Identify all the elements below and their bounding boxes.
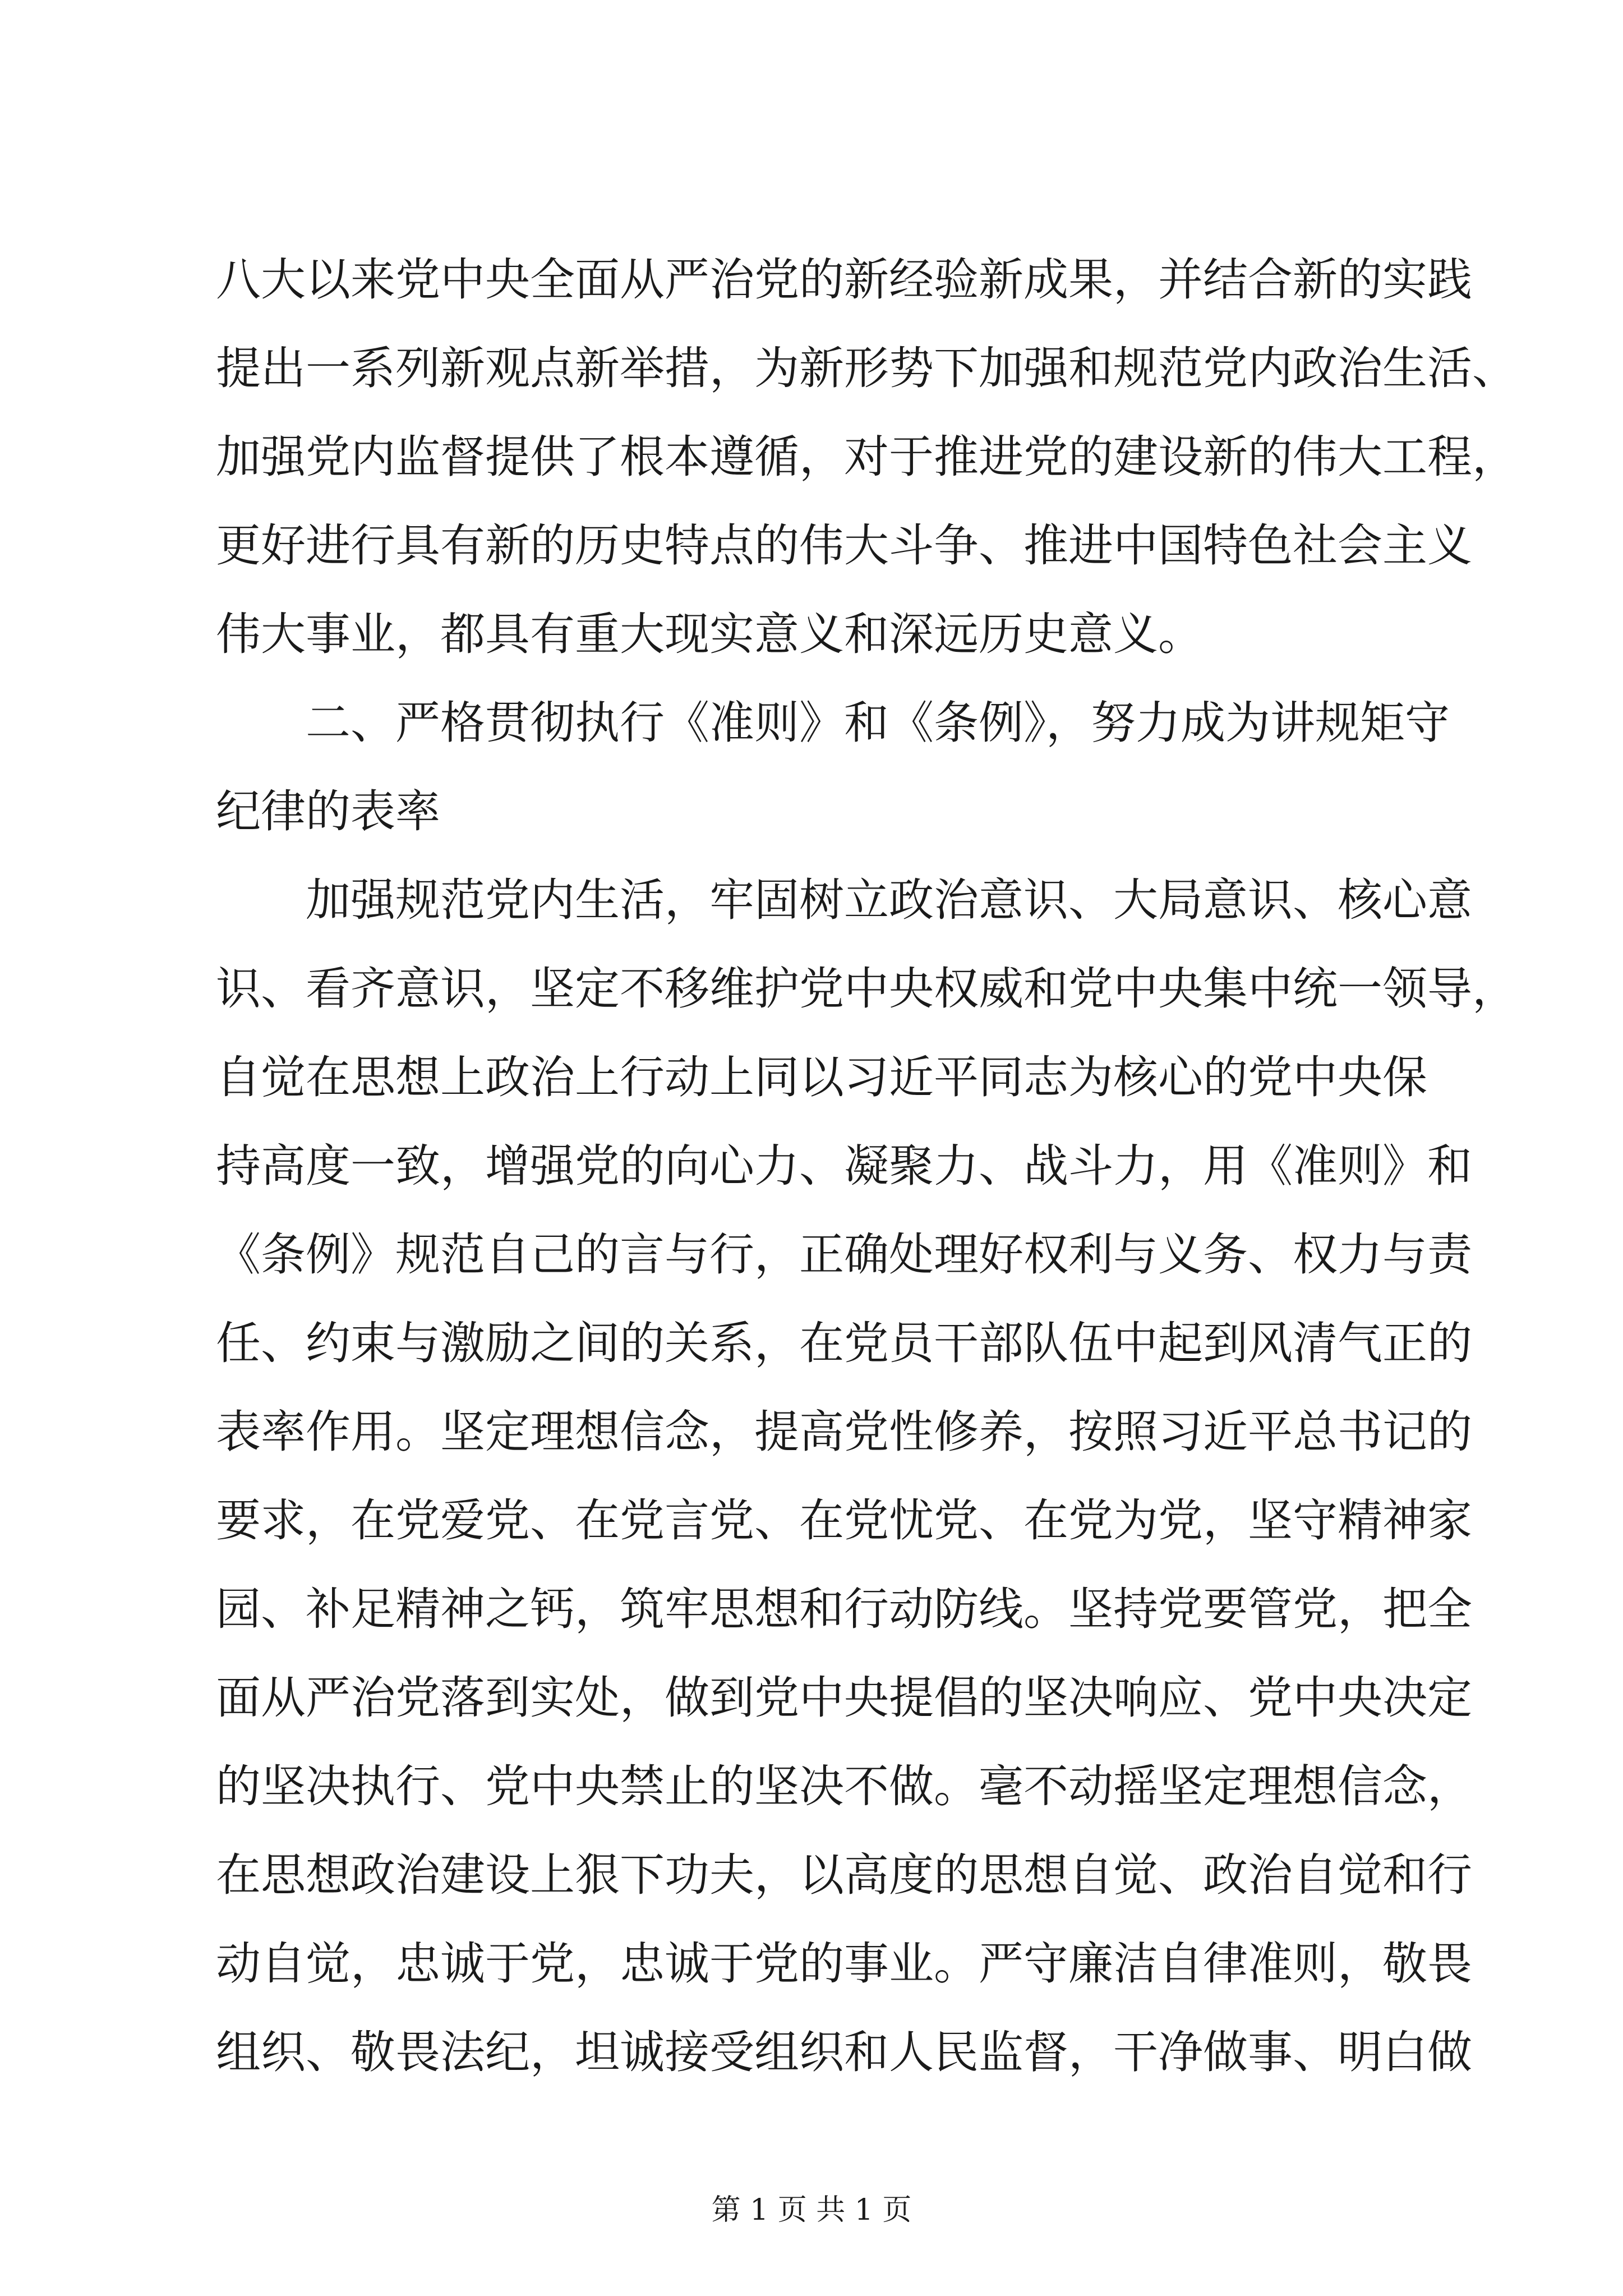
- text-line: 在思想政治建设上狠下功夫，以高度的思想自觉、政治自觉和行: [216, 1849, 1472, 1901]
- page-footer: [0, 2191, 1623, 2230]
- text-line: 自觉在思想上政治上行动上同以习近平同志为核心的党中央保: [216, 1051, 1427, 1103]
- text-line: 面从严治党落到实处，做到党中央提倡的坚决响应、党中央决定: [216, 1672, 1472, 1724]
- text-line: 八大以来党中央全面从严治党的新经验新成果，并结合新的实践: [216, 254, 1472, 306]
- section-heading-line: 纪律的表率: [216, 785, 440, 838]
- section-heading-line: 二、严格贯彻执行《准则》和《条例》，努力成为讲规矩守: [306, 697, 1450, 749]
- text-line: 提出一系列新观点新举措，为新形势下加强和规范党内政治生活、: [216, 342, 1517, 394]
- text-line: 加强规范党内生活，牢固树立政治意识、大局意识、核心意: [306, 874, 1472, 926]
- text-line: 组织、敬畏法纪，坦诚接受组织和人民监督，干净做事、明白做: [216, 2026, 1472, 2078]
- text-line: 《条例》规范自己的言与行，正确处理好权利与义务、权力与责: [216, 1228, 1472, 1281]
- text-line: 加强党内监督提供了根本遵循，对于推进党的建设新的伟大工程，: [216, 431, 1517, 483]
- text-line: 识、看齐意识，坚定不移维护党中央权威和党中央集中统一领导，: [216, 963, 1517, 1015]
- text-line: 动自觉，忠诚于党，忠诚于党的事业。严守廉洁自律准则，敬畏: [216, 1938, 1472, 1990]
- text-line: 任、约束与激励之间的关系，在党员干部队伍中起到风清气正的: [216, 1317, 1472, 1369]
- text-line: 更好进行具有新的历史特点的伟大斗争、推进中国特色社会主义: [216, 519, 1472, 572]
- text-line: 持高度一致，增强党的向心力、凝聚力、战斗力，用《准则》和: [216, 1140, 1472, 1192]
- text-line: 要求，在党爱党、在党言党、在党忧党、在党为党，坚守精神家: [216, 1494, 1472, 1547]
- page-number-label: 第 1 页 共 1 页: [711, 2193, 912, 2227]
- text-line: 园、补足精神之钙，筑牢思想和行动防线。坚持党要管党，把全: [216, 1583, 1472, 1635]
- document-body: [216, 249, 1517, 2110]
- text-line: 伟大事业，都具有重大现实意义和深远历史意义。: [216, 608, 1203, 660]
- text-line: 的坚决执行、党中央禁止的坚决不做。毫不动摇坚定理想信念，: [216, 1760, 1472, 1812]
- text-line: 表率作用。坚定理想信念，提高党性修养，按照习近平总书记的: [216, 1406, 1472, 1458]
